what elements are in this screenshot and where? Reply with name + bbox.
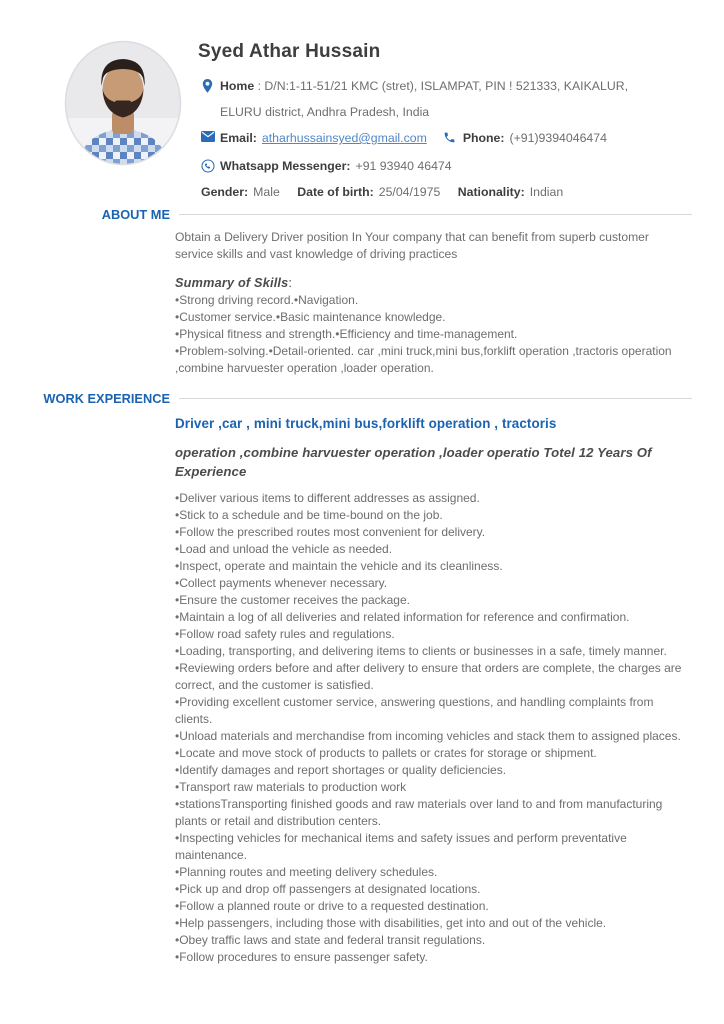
skills-heading [175, 275, 690, 292]
duty-line: •Unload materials and merchandise from incoming vehicles and stack them to assigned places. [175, 729, 681, 743]
home-text [220, 73, 672, 125]
email-link[interactable]: atharhussainsyed@gmail.com [261, 131, 427, 145]
email-label: Email: [220, 131, 257, 145]
skill-line: •Physical fitness and strength.•Efficiency and time-management. [175, 327, 518, 341]
dob-pair [297, 185, 440, 199]
nationality-value: Indian [529, 185, 564, 199]
duty-line: •Follow a planned route or drive to a requested destination. [175, 899, 489, 913]
duty-line: •Deliver various items to different addresses as assigned. [175, 491, 480, 505]
job-title: Driver ,car , mini truck,mini bus,forklift operation , tractoris [175, 416, 557, 431]
duty-line: •Planning routes and meeting delivery schedules. [175, 865, 438, 879]
whatsapp-value: +91 93940 46474 [355, 159, 452, 173]
work-experience-divider [179, 398, 692, 399]
phone-value: (+91)9394046474 [509, 131, 607, 145]
duty-line: •Follow the prescribed routes most convenient for delivery. [175, 525, 486, 539]
gender-pair [201, 185, 280, 199]
duty-line: •Loading, transporting, and delivering items to clients or businesses in a safe, timely manner. [175, 644, 667, 658]
section-work-experience [0, 391, 724, 966]
whatsapp-icon [201, 153, 220, 179]
personal-details-row [201, 179, 692, 205]
work-experience-body [175, 416, 690, 966]
dob-value: 25/04/1975 [378, 185, 441, 199]
duty-line: •Load and unload the vehicle as needed. [175, 542, 393, 556]
whatsapp-row [196, 153, 692, 179]
about-me-body [175, 229, 690, 377]
about-paragraph: Obtain a Delivery Driver position In Your company that can benefit from superb customer service skills and vast knowledge of driving practices [175, 230, 649, 261]
work-experience-header [0, 391, 724, 406]
whatsapp-text [220, 153, 672, 179]
skill-line: •Problem-solving.•Detail-oriented. car ,mini truck,mini bus,forklift operation ,tractoris operation ,combine harvuester operation ,loader operation. [175, 344, 672, 375]
duty-line: •Help passengers, including those with disabilities, get into and out of the vehicle. [175, 916, 607, 930]
resume-header [0, 0, 724, 205]
duty-line: •Collect payments whenever necessary. [175, 576, 388, 590]
skill-line: •Strong driving record.•Navigation. [175, 293, 359, 307]
duty-line: •Locate and move stock of products to pallets or crates for storage or shipment. [175, 746, 597, 760]
nationality-pair [458, 185, 563, 199]
duty-line: •Maintain a log of all deliveries and related information for reference and confirmation. [175, 610, 630, 624]
skills-heading-colon: : [288, 276, 292, 290]
job-subtitle: operation ,combine harvuester operation ,loader operatio Totel 12 Years Of Experience [175, 445, 652, 479]
home-value: D/N:1-11-51/21 KMC (stret), ISLAMPAT, PIN ! 521333, KAIKALUR, ELURU district, Andhra Pradesh, India [220, 79, 628, 119]
dob-label: Date of birth: [297, 185, 374, 199]
duty-line: •Ensure the customer receives the package. [175, 593, 410, 607]
phone-icon [443, 127, 456, 153]
duty-line: •Inspect, operate and maintain the vehicle and its cleanliness. [175, 559, 503, 573]
about-me-divider [179, 214, 692, 215]
person-name: Syed Athar Hussain [198, 41, 381, 62]
email-phone-text [220, 125, 672, 153]
duty-line: •Providing excellent customer service, answering questions, and handling complaints from clients. [175, 695, 654, 726]
phone-label: Phone: [462, 131, 505, 145]
duty-line: •Follow road safety rules and regulations. [175, 627, 395, 641]
duty-line: •Reviewing orders before and after delivery to ensure that orders are complete, the charges are correct, and the customer is satisfied. [175, 661, 682, 692]
profile-photo [64, 40, 182, 166]
gender-value: Male [253, 185, 280, 199]
about-me-header [0, 207, 724, 222]
duty-line: •Identify damages and report shortages or quality deficiencies. [175, 763, 507, 777]
duty-line: •Pick up and drop off passengers at designated locations. [175, 882, 481, 896]
duty-line: •Obey traffic laws and state and federal transit regulations. [175, 933, 486, 947]
work-experience-title: WORK EXPERIENCE [43, 391, 170, 406]
skill-line: •Customer service.•Basic maintenance knowledge. [175, 310, 446, 324]
home-separator: : [254, 79, 265, 93]
duty-line: •Transport raw materials to production work [175, 780, 407, 794]
duty-line: •Stick to a schedule and be time-bound on the job. [175, 508, 443, 522]
section-about-me [0, 207, 724, 377]
whatsapp-label: Whatsapp Messenger: [220, 159, 351, 173]
nationality-label: Nationality: [457, 185, 525, 199]
gender-label: Gender: [201, 185, 249, 199]
header-info [196, 40, 692, 205]
skills-heading-text: Summary of Skills [175, 276, 289, 290]
duty-line: •Follow procedures to ensure passenger safety. [175, 950, 428, 964]
about-me-title: ABOUT ME [101, 207, 170, 222]
email-phone-row [196, 125, 692, 153]
home-label: Home [220, 79, 255, 93]
duty-line: •Inspecting vehicles for mechanical items and safety issues and perform preventative maintenance. [175, 831, 627, 862]
duty-line: •stationsTransporting finished goods and raw materials over land to and from manufacturing plants or retail and distribution centers. [175, 797, 663, 828]
location-pin-icon [201, 73, 220, 125]
duties-list [175, 490, 690, 966]
contact-block [196, 73, 692, 205]
skills-list [175, 292, 690, 377]
profile-photo-illustration [64, 40, 182, 166]
envelope-icon [201, 125, 220, 153]
home-row [196, 73, 692, 125]
